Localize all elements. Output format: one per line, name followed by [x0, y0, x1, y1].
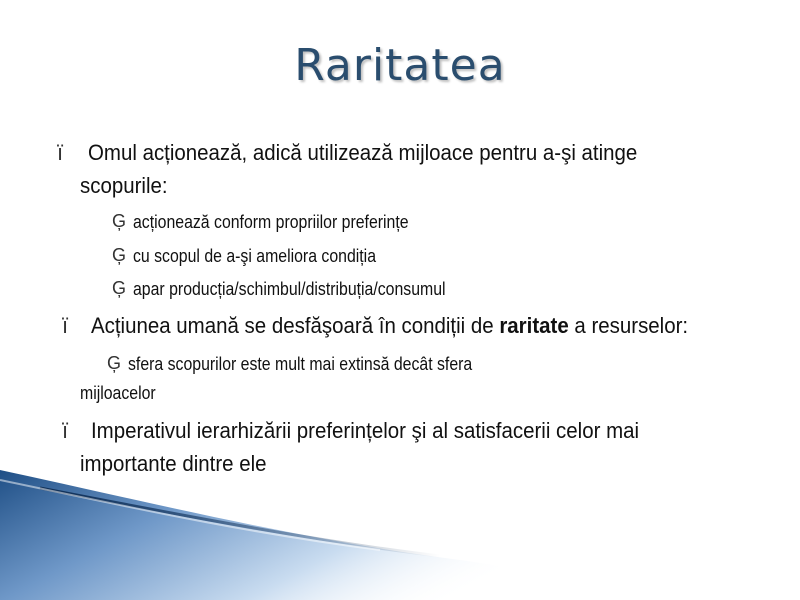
decorative-swoosh	[0, 470, 800, 600]
sub-bullet-3: apar producția/schimbul/distribuția/consumul	[133, 279, 446, 299]
sub-bullet-1: acționează conform propriilor preferințe	[133, 212, 409, 232]
sub-bullet-marker: Ģ	[112, 211, 127, 231]
slide-title: Raritatea	[294, 40, 506, 91]
sub-bullet-4-line-2: mijloacelor	[80, 383, 156, 403]
sub-bullet-4-line-1: sfera scopurilor este mult mai extinsă decât sfera	[128, 354, 473, 374]
sub-bullet-marker: Ģ	[112, 245, 127, 265]
bullet-2-text-bold: raritate	[499, 313, 569, 338]
bullet-3-line-1: Imperativul ierarhizării preferințelor şi al satisfacerii celor mai	[91, 418, 640, 443]
bullet-1-line-2: scopurile:	[80, 173, 168, 198]
bullet-marker: ï	[62, 418, 69, 443]
bullet-2-line	[91, 313, 688, 339]
sub-bullet-marker: Ģ	[107, 353, 122, 373]
bullet-3-line-2: importante dintre ele	[80, 451, 267, 476]
bullet-1-line-1: Omul acționează, adică utilizează mijloace pentru a-şi atinge	[88, 140, 638, 165]
bullet-marker: ï	[57, 140, 64, 165]
sub-bullet-2: cu scopul de a-şi ameliora condiția	[133, 246, 377, 266]
sub-bullet-marker: Ģ	[112, 278, 127, 298]
bullet-marker: ï	[62, 313, 69, 338]
bullet-2-text-after: a resurselor:	[568, 313, 689, 338]
bullet-2-text-before: Acțiunea umană se desfăşoară în condiții de	[91, 313, 500, 338]
